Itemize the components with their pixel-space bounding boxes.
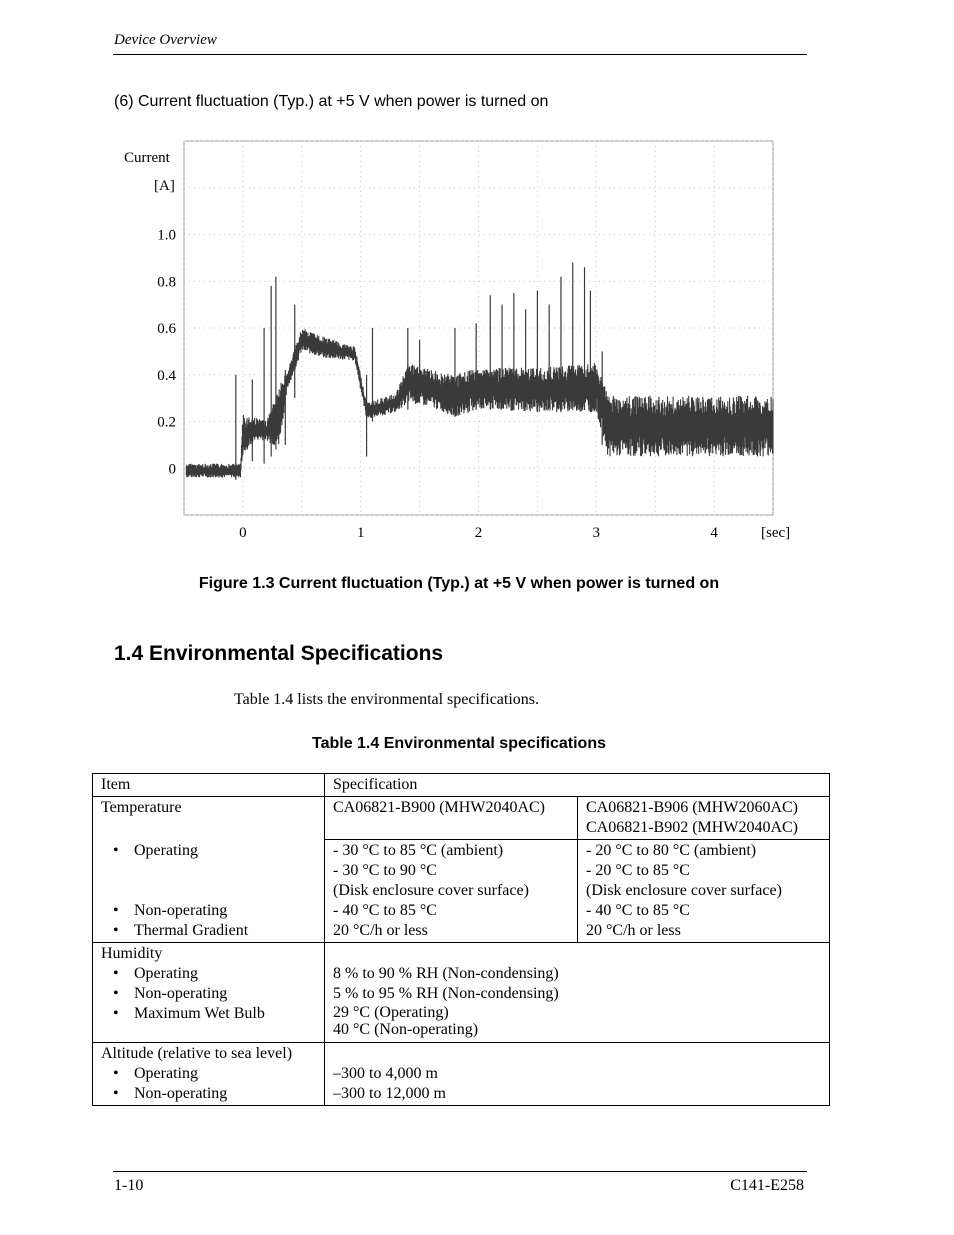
y-tick-label: 0 [168,461,176,478]
header-specification: Specification [325,774,830,797]
temperature-thermal-gradient-label: • Thermal Gradient [101,921,316,941]
header-item: Item [93,774,325,797]
temperature-model-b-values [578,840,830,943]
y-axis-label: Current [124,150,170,166]
a-operating-surface: - 30 °C to 90 °C [333,862,437,879]
temperature-model-a [325,797,578,840]
temperature-model-b [578,797,830,840]
humidity-wet-bulb-label: • Maximum Wet Bulb [101,1004,316,1024]
x-tick-label: 2 [474,525,483,541]
item-heading: (6) Current fluctuation (Typ.) at +5 V when power is turned on [114,93,549,110]
altitude-label: Altitude (relative to sea level) [101,1045,293,1062]
table-header-row [93,774,830,797]
y-tick-label: 0.4 [157,367,176,384]
y-tick-label: 0.6 [157,321,176,337]
y-tick-label: 1.0 [157,227,176,244]
humidity-non-operating-label: • Non-operating [101,984,316,1004]
x-tick-label: 4 [710,525,718,541]
humidity-label: Humidity [101,945,163,962]
section-heading: 1.4 Environmental Specifications [114,642,444,665]
a-thermal-gradient: 20 °C/h or less [333,922,428,939]
humidity-operating-label: • Operating [101,964,316,984]
b-non-operating: - 40 °C to 85 °C [586,902,690,919]
model-a-name: CA06821-B900 (MHW2040AC) [333,799,545,816]
humidity-values [325,943,830,1043]
table-row-humidity [93,943,830,1043]
y-axis-unit: [A] [154,178,175,194]
humidity-operating: 8 % to 90 % RH (Non-condensing) [333,965,559,982]
x-tick-label: 0 [239,525,247,541]
document-number: C141-E258 [730,1177,804,1194]
table-caption: Table 1.4 Environmental specifications [311,735,606,752]
b-operating-surface: - 20 °C to 85 °C [586,862,690,879]
altitude-operating: –300 to 4,000 m [333,1065,438,1082]
page-number: 1-10 [114,1177,144,1194]
y-tick-label: 0.8 [157,274,176,291]
environmental-spec-table [92,773,830,1106]
footer-rule [113,1171,807,1172]
temperature-operating-label: • Operating [101,841,316,861]
model-b1-name: CA06821-B906 (MHW2060AC) [586,799,798,816]
altitude-non-operating: –300 to 12,000 m [333,1085,446,1102]
b-thermal-gradient: 20 °C/h or less [586,922,681,939]
x-axis-unit: [sec] [761,525,791,541]
x-tick-label: 1 [356,525,365,541]
altitude-operating-label: • Operating [101,1064,316,1084]
table-row-altitude [93,1043,830,1106]
y-tick-label: 0.2 [157,414,176,431]
current-fluctuation-chart [120,138,800,563]
temperature-label: Temperature [93,797,325,840]
wet-bulb-non-operating: 40 °C (Non-operating) [333,1021,479,1038]
a-operating-ambient: - 30 °C to 85 °C (ambient) [333,842,504,859]
temperature-non-operating-label: • Non-operating [101,901,316,921]
x-tick-label: 3 [592,525,601,541]
humidity-non-operating: 5 % to 95 % RH (Non-condensing) [333,985,559,1002]
a-operating-surface-note: (Disk enclosure cover surface) [333,882,529,899]
temperature-model-a-values [325,840,578,943]
figure-caption: Figure 1.3 Current fluctuation (Typ.) at +5 V when power is turned on [198,575,720,592]
altitude-non-operating-label: • Non-operating [101,1084,316,1104]
running-header: Device Overview [114,32,217,48]
humidity-items [93,943,325,1043]
b-operating-ambient: - 20 °C to 80 °C (ambient) [586,842,757,859]
altitude-items [93,1043,325,1106]
temperature-sub-items [93,840,325,943]
wet-bulb-operating: 29 °C (Operating) [333,1004,449,1021]
b-operating-surface-note: (Disk enclosure cover surface) [586,882,782,899]
header-rule [113,54,807,55]
a-non-operating: - 40 °C to 85 °C [333,902,437,919]
model-b2-name: CA06821-B902 (MHW2040AC) [586,819,798,836]
altitude-values [325,1043,830,1106]
intro-text: Table 1.4 lists the environmental specifications. [234,691,540,708]
table-row-temperature-values [93,840,830,943]
table-row-temperature-models [93,797,830,840]
